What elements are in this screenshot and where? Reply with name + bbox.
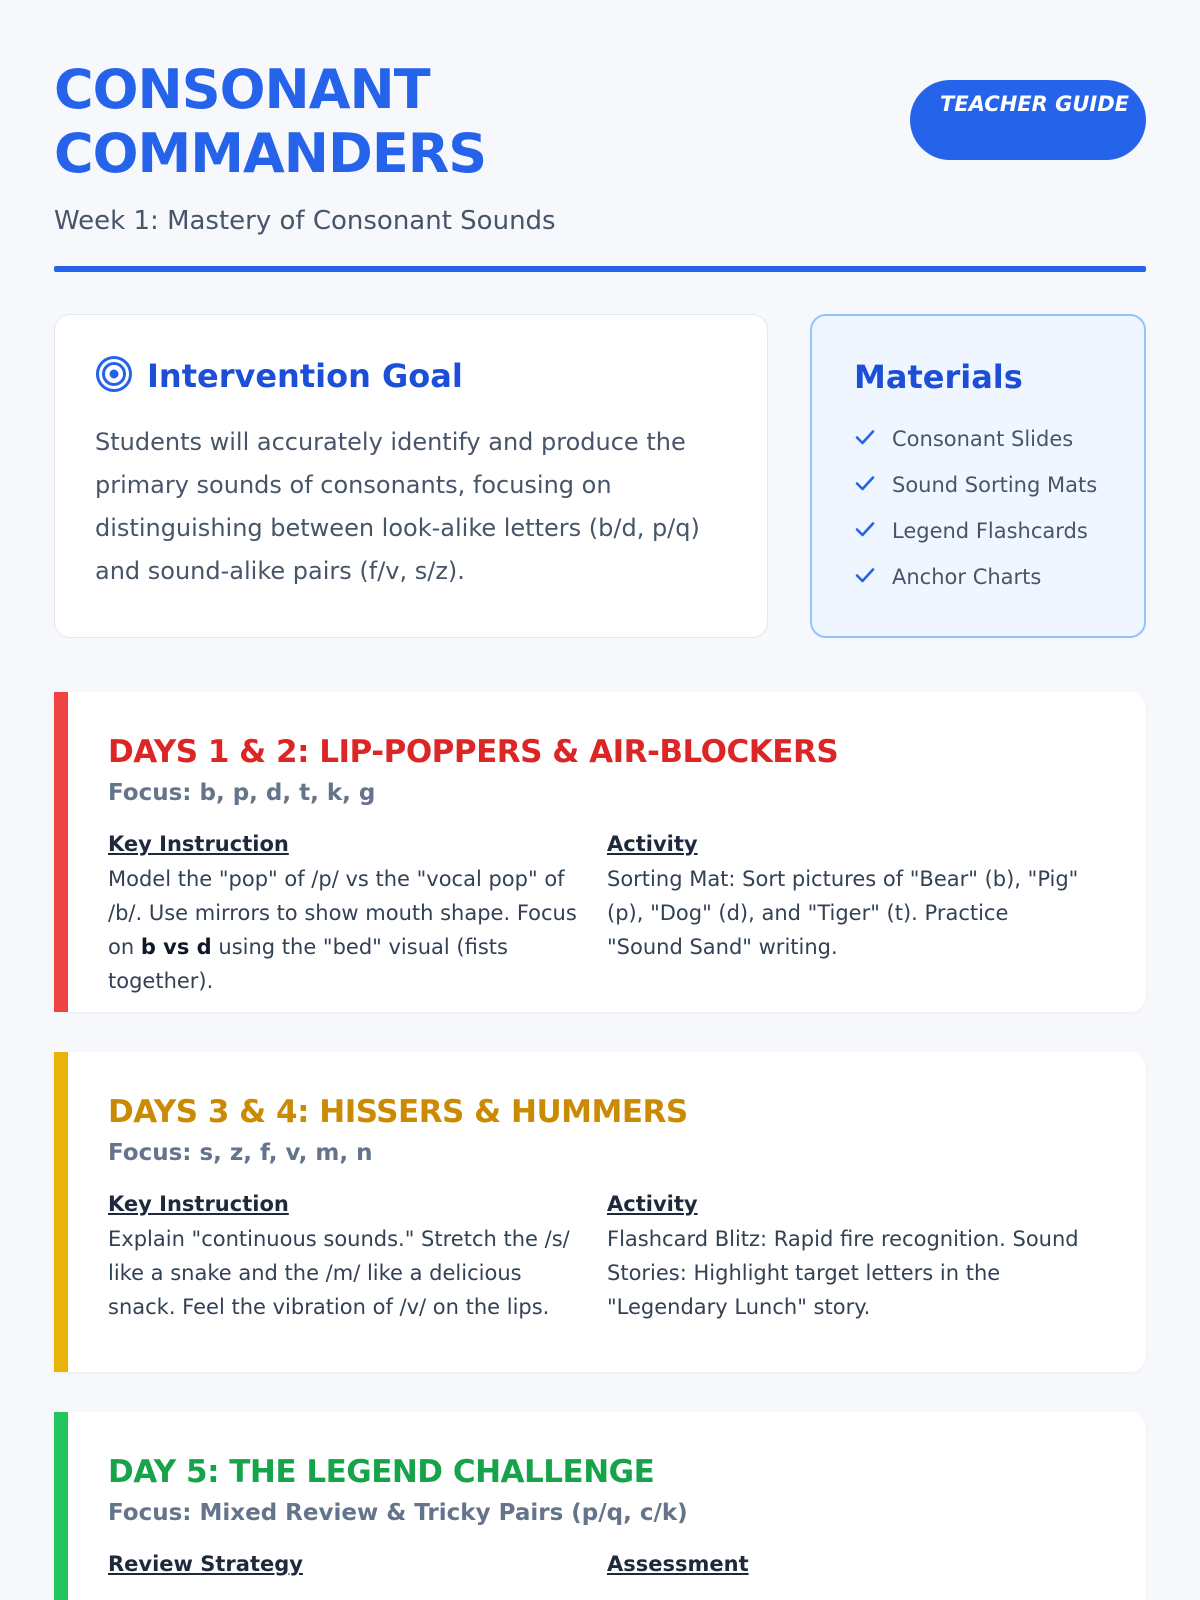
day-card-1-2 [54, 692, 1146, 1012]
page-subtitle: Week 1: Mastery of Consonant Sounds [54, 206, 556, 236]
day-columns [108, 1192, 1106, 1324]
page-header [54, 0, 1146, 272]
column-heading: Activity [607, 832, 698, 856]
overview-row [54, 314, 1146, 638]
day-focus: Focus: s, z, f, v, m, n [108, 1140, 373, 1166]
day-color-bar [54, 1412, 68, 1600]
materials-item [854, 554, 1102, 600]
materials-item [854, 508, 1102, 554]
day-card-5 [54, 1412, 1146, 1600]
day-columns [108, 1552, 1106, 1582]
day-title: DAYS 1 & 2: LIP-POPPERS & AIR-BLOCKERS [108, 734, 839, 770]
intervention-goal-card [54, 314, 768, 638]
column-heading: Activity [607, 1192, 698, 1216]
column-heading: Key Instruction [108, 1192, 289, 1216]
bold-emphasis: b vs d [140, 935, 212, 959]
column-text: Explain "continuous sounds." Stretch the /s/ like a snake and the /m/ like a delicious snack. Feel the vibration of /v/ on the lips. [108, 1227, 570, 1319]
day-focus: Focus: b, p, d, t, k, g [108, 780, 376, 806]
materials-item [854, 416, 1102, 462]
activity-column [607, 1192, 1106, 1324]
activity-column [607, 832, 1106, 998]
goal-text: Students will accurately identify and produce the primary sounds of consonants, focusing on distinguishing between look-alike letters (b/d, p/q) and sound-alike pairs (f/v, s/z). [95, 428, 700, 585]
key-instruction-column [108, 1192, 607, 1324]
materials-card [810, 314, 1146, 638]
day-title: DAYS 3 & 4: HISSERS & HUMMERS [108, 1094, 688, 1130]
column-text: Sorting Mat: Sort pictures of "Bear" (b), "Pig" (p), "Dog" (d), and "Tiger" (t). Practice "Sound Sand" writing. [607, 867, 1079, 959]
teacher-guide-badge: TEACHER GUIDE [910, 80, 1146, 160]
materials-item-label: Consonant Slides [892, 427, 1074, 451]
check-icon [854, 518, 876, 545]
materials-item-label: Legend Flashcards [892, 519, 1088, 543]
materials-item [854, 462, 1102, 508]
materials-item-label: Anchor Charts [892, 565, 1042, 589]
column-heading: Key Instruction [108, 832, 289, 856]
goal-title: Intervention Goal [147, 357, 463, 395]
day-columns [108, 832, 1106, 998]
check-icon [854, 426, 876, 453]
review-strategy-column [108, 1552, 607, 1582]
target-icon [95, 355, 133, 397]
materials-item-label: Sound Sorting Mats [892, 473, 1098, 497]
materials-list [854, 416, 1102, 600]
day-focus: Focus: Mixed Review & Tricky Pairs (p/q, c/k) [108, 1500, 688, 1526]
column-heading: Assessment [607, 1552, 749, 1576]
day-color-bar [54, 692, 68, 1012]
check-icon [854, 472, 876, 499]
page-title: CONSONANT COMMANDERS [54, 58, 487, 185]
column-text: Model the "pop" of /p/ vs the "vocal pop" of /b/. Use mirrors to show mouth shape. Focus on b vs d using the "bed" visual (fists together). [108, 867, 577, 993]
key-instruction-column [108, 832, 607, 998]
day-card-3-4 [54, 1052, 1146, 1372]
day-color-bar [54, 1052, 68, 1372]
day-title: DAY 5: THE LEGEND CHALLENGE [108, 1454, 655, 1490]
check-icon [854, 564, 876, 591]
header-divider [54, 266, 1146, 272]
materials-title: Materials [854, 358, 1023, 396]
column-heading: Review Strategy [108, 1552, 303, 1576]
column-text: Flashcard Blitz: Rapid fire recognition. Sound Stories: Highlight target letters in the "Legendary Lunch" story. [607, 1227, 1079, 1319]
goal-header [95, 355, 727, 397]
assessment-column [607, 1552, 1106, 1582]
